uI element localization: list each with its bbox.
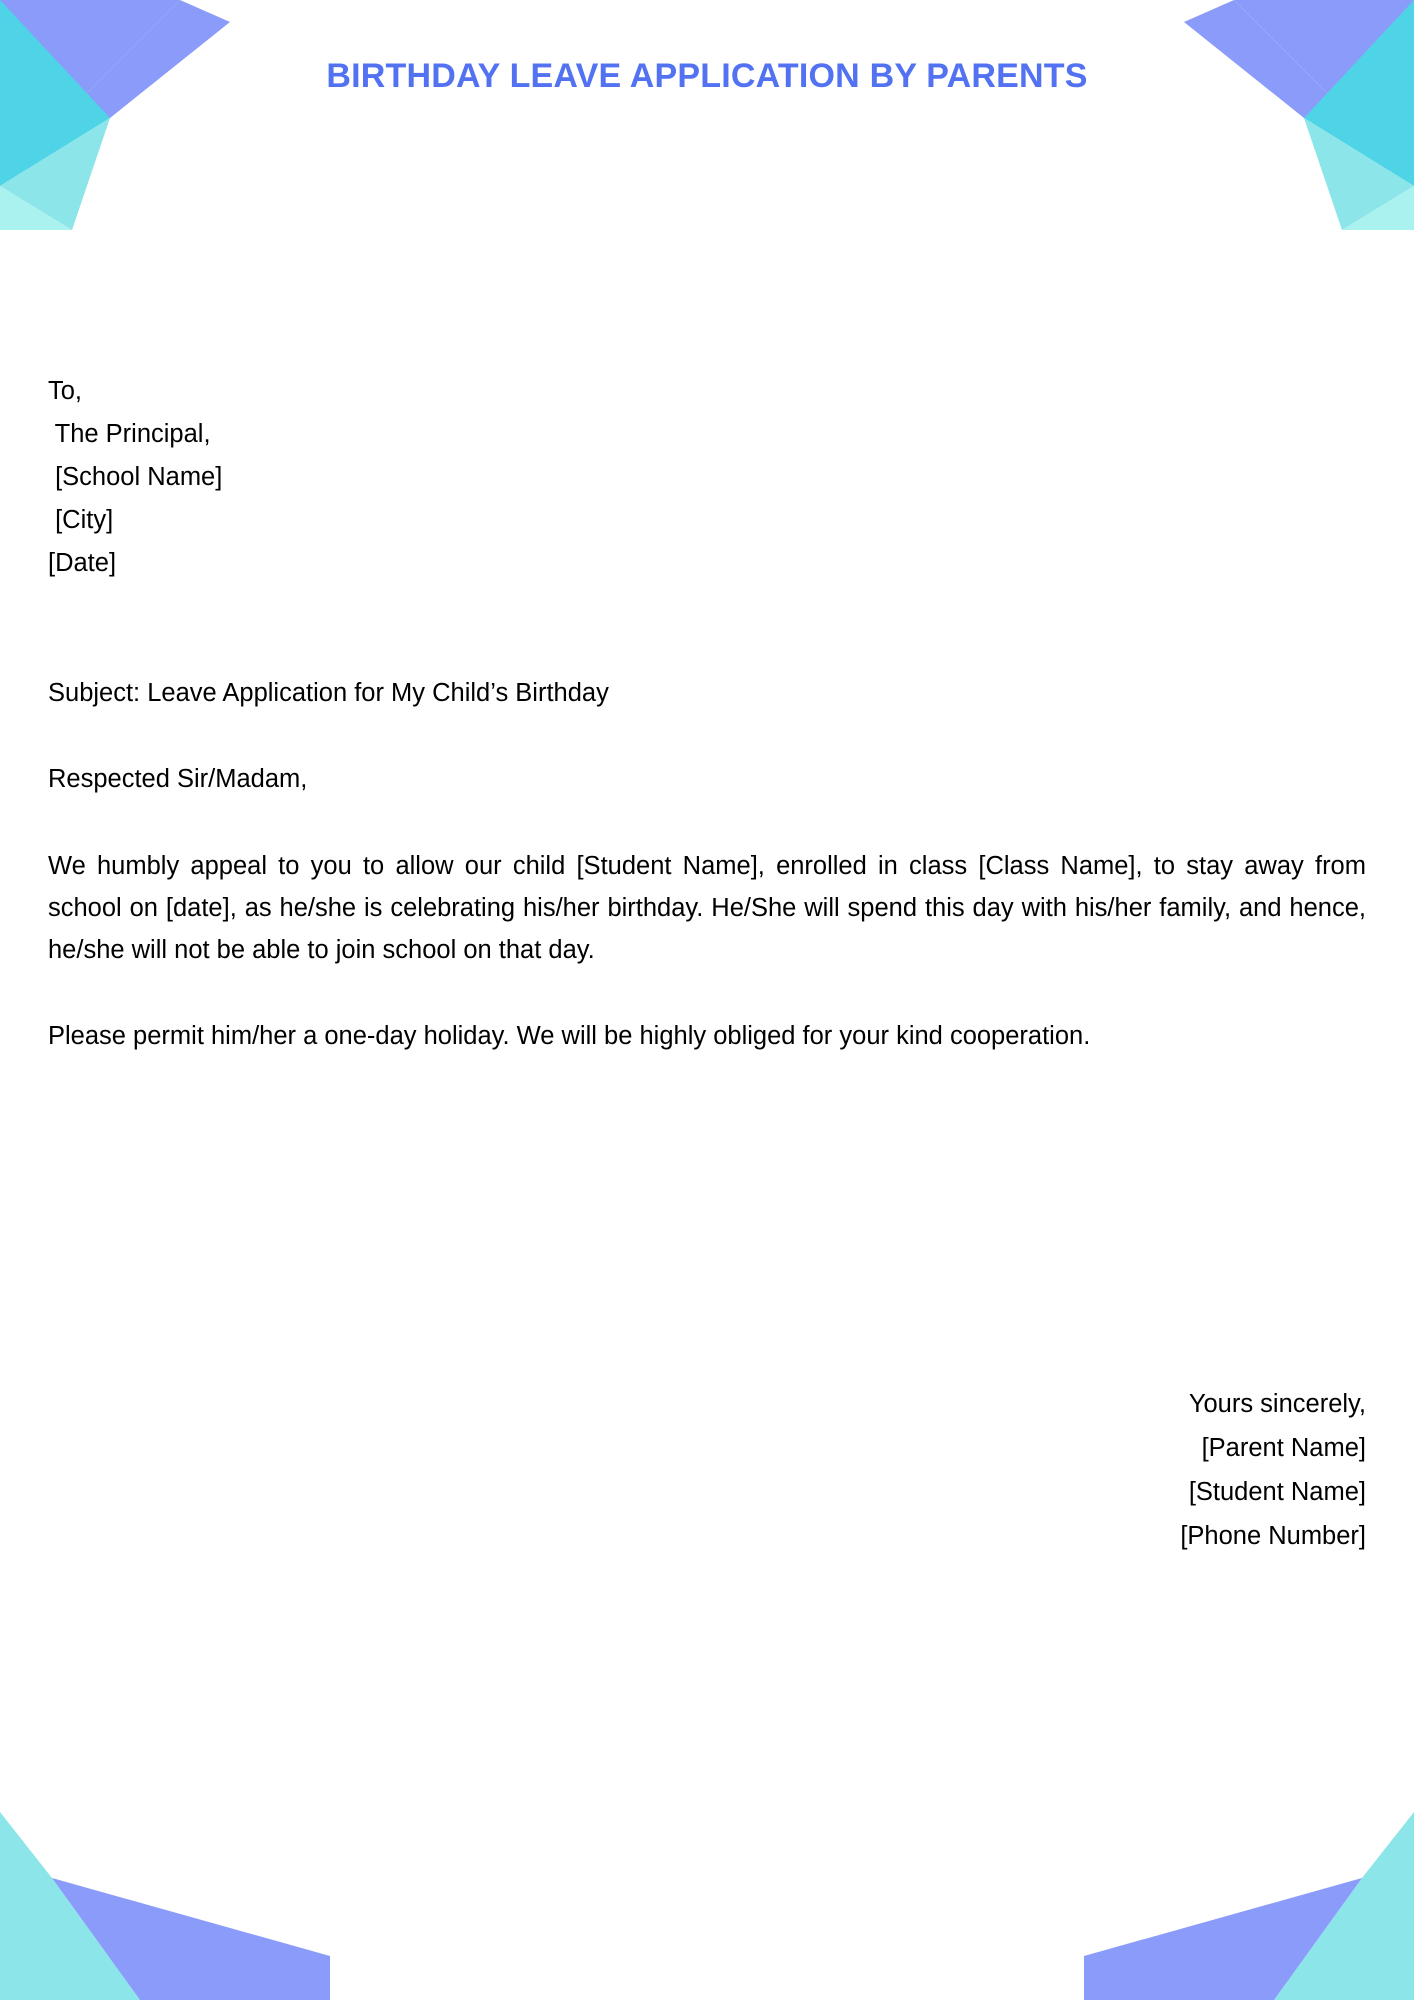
spacer-after-address — [48, 585, 1366, 673]
page-title: BIRTHDAY LEAVE APPLICATION BY PARENTS — [326, 57, 1088, 95]
address-line-date: [Date] — [48, 549, 117, 577]
spacer-after-salutation — [48, 799, 1366, 845]
signature-block — [846, 1382, 1366, 1558]
address-line-principal: The Principal, — [48, 420, 211, 448]
spacer-between-paragraphs — [48, 971, 1366, 1015]
address-block — [48, 370, 1366, 585]
signature-closing: Yours sincerely, — [1188, 1390, 1366, 1418]
spacer-after-subject — [48, 713, 1366, 759]
signature-phone-number: [Phone Number] — [1180, 1522, 1366, 1550]
salutation-line: Respected Sir/Madam, — [48, 765, 308, 793]
signature-parent-name: [Parent Name] — [1194, 1434, 1366, 1462]
body-paragraph-1: We humbly appeal to you to allow our child [Student Name], enrolled in class [Class Name], to stay away from school on [date], as he/she is celebrating his/her birthday. He/She will spend this day with his/her family, and hence, he/she will not be able to join school on that day. — [48, 852, 1366, 964]
body-paragraph-2: Please permit him/her a one-day holiday. We will be highly obliged for your kind cooperation. — [48, 1022, 1091, 1050]
subject-line: Subject: Leave Application for My Child’s Birthday — [48, 679, 609, 707]
signature-student-name: [Student Name] — [1181, 1478, 1366, 1506]
address-line-to: To, — [48, 377, 83, 405]
address-line-school-name: [School Name] — [48, 463, 223, 491]
address-line-city: [City] — [48, 506, 114, 534]
letter-content — [48, 370, 1366, 1057]
